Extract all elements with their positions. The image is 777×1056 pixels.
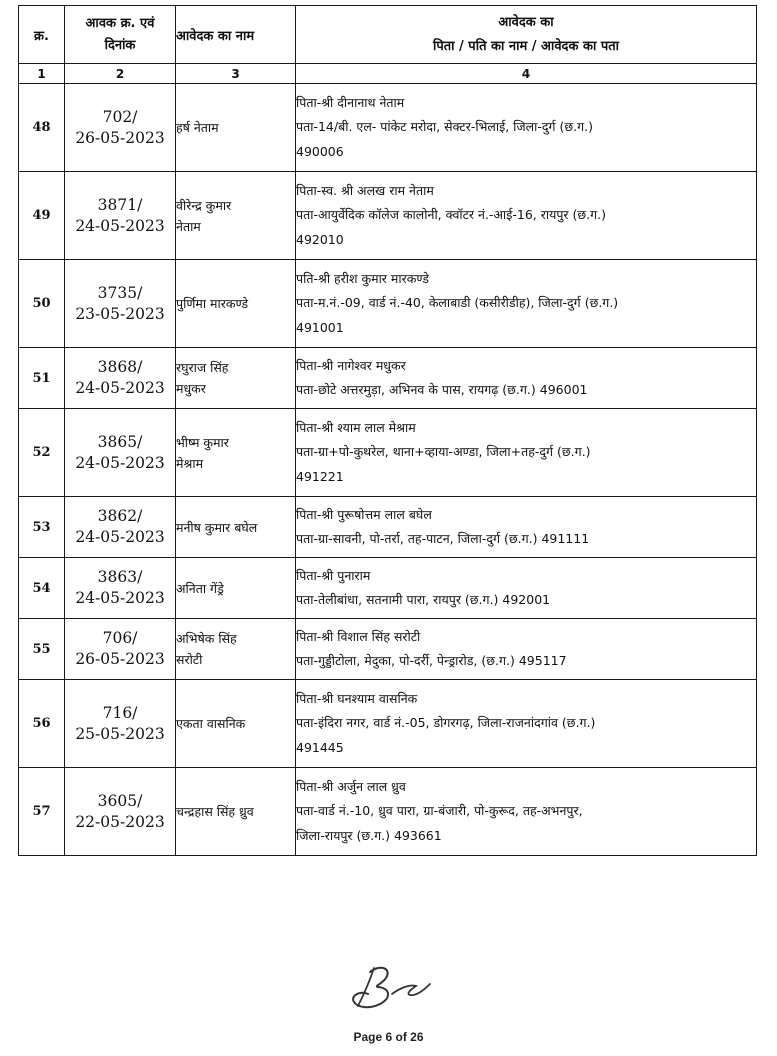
signature-mark <box>340 960 435 1015</box>
applicant-address <box>296 768 757 856</box>
inward-number: 3605/ <box>97 791 143 810</box>
table-row <box>19 84 757 172</box>
address-line: पता-गुड्डीटोला, मेदुका, पो-दर्री, पेन्ड्रारोड, (छ.ग.) 495117 <box>296 652 567 668</box>
header-address-line2: पिता / पति का नाम / आवेदक का पता <box>432 38 619 54</box>
applicant-name <box>176 409 296 497</box>
inward-cell <box>65 84 176 172</box>
header-address <box>296 6 757 64</box>
inward-number: 3735/ <box>97 283 143 302</box>
header-inward-line1: आवक क्र. एवं <box>85 15 155 31</box>
table-row <box>19 619 757 680</box>
inward-number: 3863/ <box>97 568 143 586</box>
table-row <box>19 497 757 558</box>
address-line: पता-इंदिरा नगर, वार्ड नं.-05, डोगरगढ़, जिला-राजनांदगांव (छ.ग.) <box>296 714 596 730</box>
applicant-name-line: रघुराज सिंह <box>176 360 229 375</box>
applicant-address <box>296 558 757 619</box>
inward-cell <box>65 172 176 260</box>
inward-number: 3862/ <box>97 507 143 525</box>
inward-date: 24-05-2023 <box>75 528 165 546</box>
applicant-address <box>296 172 757 260</box>
header-address-line1: आवेदक का <box>498 14 554 30</box>
applicant-name-line: नेताम <box>176 218 201 234</box>
serial-number: 50 <box>19 260 65 348</box>
column-number: 3 <box>176 64 296 84</box>
inward-date: 25-05-2023 <box>75 724 165 743</box>
inward-date: 24-05-2023 <box>75 453 165 472</box>
address-line: पिता-स्व. श्री अलख राम नेताम <box>296 182 434 198</box>
applicant-name <box>176 558 296 619</box>
inward-number: 3871/ <box>97 195 143 214</box>
address-line: पता-14/बी. एल- पांकेट मरोदा, सेक्टर-भिलाई, जिला-दुर्ग (छ.ग.) <box>296 118 594 134</box>
address-line: पिता-श्री अर्जुन लाल ध्रुव <box>296 778 406 794</box>
address-line: पता-छोटे अत्तरमुड़ा, अभिनव के पास, रायगढ़ (छ.ग.) 496001 <box>296 381 588 397</box>
table-row <box>19 348 757 409</box>
serial-number: 51 <box>19 348 65 409</box>
inward-number: 706/ <box>102 629 138 647</box>
serial-number: 54 <box>19 558 65 619</box>
inward-cell <box>65 497 176 558</box>
address-line: पता-म.नं.-09, वार्ड नं.-40, केलाबाडी (कसीरीडीह), जिला-दुर्ग (छ.ग.) <box>296 294 619 310</box>
address-line: पिता-श्री पुनाराम <box>296 567 371 583</box>
inward-cell <box>65 409 176 497</box>
serial-number: 57 <box>19 768 65 856</box>
table-row <box>19 680 757 768</box>
address-line: पिता-श्री नागेश्वर मधुकर <box>296 357 406 373</box>
table-row <box>19 558 757 619</box>
applicant-name-line: भीष्म कुमार <box>176 434 229 450</box>
applicant-address <box>296 348 757 409</box>
column-number: 2 <box>65 64 176 84</box>
table-body <box>19 84 757 856</box>
applicant-address <box>296 680 757 768</box>
inward-date: 22-05-2023 <box>75 812 165 831</box>
inward-date: 24-05-2023 <box>75 379 165 397</box>
header-serial: क्र. <box>19 6 65 64</box>
inward-number: 3868/ <box>97 358 143 376</box>
address-line: पता-ग्रा-सावनी, पो-तर्रा, तह-पाटन, जिला-दुर्ग (छ.ग.) 491111 <box>296 530 590 546</box>
serial-number: 55 <box>19 619 65 680</box>
address-line: पिता-श्री श्याम लाल मेश्राम <box>296 419 416 435</box>
address-line: पता-आयुर्वेदिक कॉलेज कालोनी, क्वॉटर नं.-आई-16, रायपुर (छ.ग.) <box>296 206 606 222</box>
inward-number: 702/ <box>102 107 138 126</box>
applicant-name-line: वीरेन्द्र कुमार <box>176 197 232 213</box>
applicant-address <box>296 260 757 348</box>
inward-cell <box>65 680 176 768</box>
applicant-name <box>176 619 296 680</box>
inward-number: 3865/ <box>97 432 143 451</box>
applicant-address <box>296 84 757 172</box>
table-row <box>19 260 757 348</box>
serial-number: 48 <box>19 84 65 172</box>
address-line: पिता-श्री पुरूषोत्तम लाल बघेल <box>296 506 432 522</box>
applicant-name-line: एकता वासनिक <box>176 716 246 731</box>
applicant-name <box>176 768 296 856</box>
applicant-name <box>176 680 296 768</box>
address-line: 491445 <box>296 739 344 755</box>
column-number: 1 <box>19 64 65 84</box>
applicant-name <box>176 348 296 409</box>
table-row <box>19 172 757 260</box>
applicant-name-line: मनीष कुमार बघेल <box>176 519 258 535</box>
applicant-name-line: अभिषेक सिंह <box>176 631 237 646</box>
address-line: पता-ग्रा+पो-कुथरेल, थाना+व्हाया-अण्डा, जिला+तह-दुर्ग (छ.ग.) <box>296 443 591 459</box>
applicant-name-line: पुर्णिमा मारकण्डे <box>176 296 249 311</box>
applicant-address <box>296 497 757 558</box>
inward-cell <box>65 558 176 619</box>
address-line: जिला-रायपुर (छ.ग.) 493661 <box>296 827 442 843</box>
serial-number: 53 <box>19 497 65 558</box>
address-line: पिता-श्री दीनानाथ नेताम <box>296 94 405 110</box>
applicant-name <box>176 497 296 558</box>
column-number-row <box>19 64 757 84</box>
header-applicant-name: आवेदक का नाम <box>176 6 296 64</box>
address-line: पिता-श्री घनश्याम वासनिक <box>296 690 418 706</box>
address-line: पता-तेलीबांधा, सतनामी पारा, रायपुर (छ.ग.) 492001 <box>296 591 551 607</box>
inward-date: 26-05-2023 <box>75 128 165 147</box>
table-row <box>19 768 757 856</box>
address-line: पिता-श्री विशाल सिंह सरोटी <box>296 628 421 644</box>
inward-date: 23-05-2023 <box>75 304 165 323</box>
header-inward-line2: दिनांक <box>104 37 136 53</box>
serial-number: 52 <box>19 409 65 497</box>
applicant-name-line: अनिता गेंड्रे <box>176 580 224 596</box>
serial-number: 49 <box>19 172 65 260</box>
address-line: पति-श्री हरीश कुमार मारकण्डे <box>296 270 429 286</box>
applicant-name-line: मधुकर <box>176 381 206 396</box>
applicant-name-line: हर्ष नेताम <box>176 120 219 135</box>
applicant-name <box>176 84 296 172</box>
inward-date: 26-05-2023 <box>75 650 165 668</box>
applicant-name-line: चन्द्रहास सिंह ध्रुव <box>176 804 254 819</box>
applicant-name-line: मेश्राम <box>176 455 204 471</box>
inward-number: 716/ <box>102 703 138 722</box>
inward-cell <box>65 260 176 348</box>
address-line: पता-वार्ड नं.-10, ध्रुव पारा, ग्रा-बंजारी, पो-कुरूद, तह-अभनपुर, <box>296 802 583 818</box>
inward-cell <box>65 768 176 856</box>
address-line: 492010 <box>296 231 344 247</box>
address-line: 491001 <box>296 319 344 335</box>
applicant-name-line: सरोटी <box>176 652 203 667</box>
inward-date: 24-05-2023 <box>75 216 165 235</box>
page-number: Page 6 of 26 <box>353 1030 424 1044</box>
inward-cell <box>65 619 176 680</box>
applicant-name <box>176 260 296 348</box>
applicant-table <box>18 5 757 856</box>
address-line: 490006 <box>296 143 344 159</box>
address-line: 491221 <box>296 468 344 484</box>
applicant-name <box>176 172 296 260</box>
inward-date: 24-05-2023 <box>75 589 165 607</box>
inward-cell <box>65 348 176 409</box>
applicant-address <box>296 409 757 497</box>
table-row <box>19 409 757 497</box>
applicant-address <box>296 619 757 680</box>
header-inward-date <box>65 6 176 64</box>
column-number: 4 <box>296 64 757 84</box>
serial-number: 56 <box>19 680 65 768</box>
